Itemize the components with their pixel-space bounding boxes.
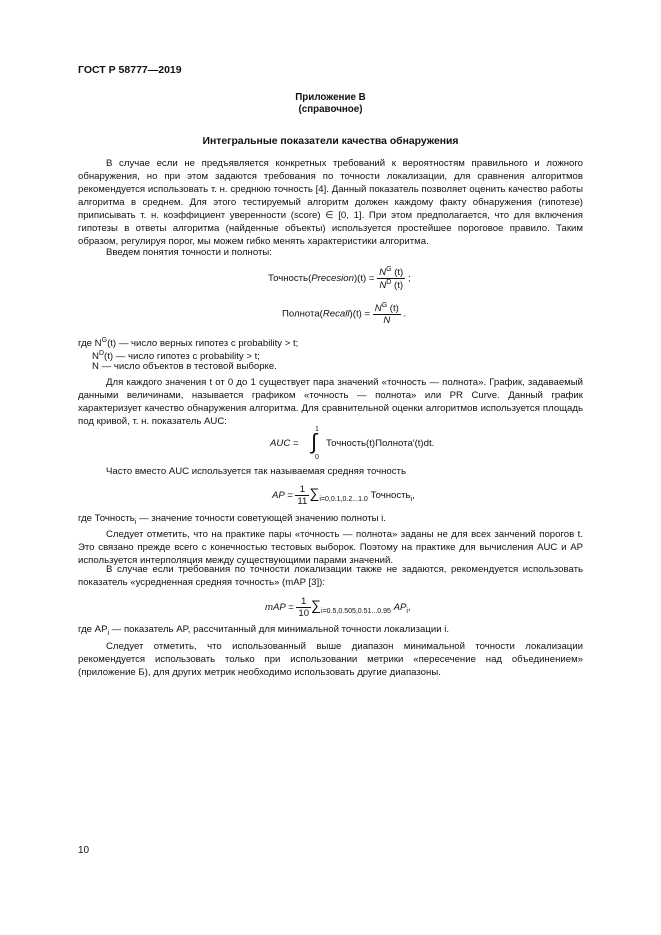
- paragraph-ap-intro: Часто вместо AUC используется так называемая средняя точность: [106, 466, 406, 477]
- auc-formula: [270, 426, 470, 466]
- def1-sup: G: [101, 337, 108, 344]
- map-sum-sign: ∑: [311, 597, 322, 614]
- recall-formula: Полнота(Recall)(t) = $\frac{N^G (t)}{N}$ .: [282, 302, 407, 327]
- auc-upper: 1: [315, 426, 319, 433]
- map-num: 1: [296, 596, 311, 608]
- precision-num-t: (t): [391, 267, 404, 279]
- def2-sup: D: [98, 350, 104, 357]
- definition-3: N — число объектов в тестовой выборке.: [92, 361, 277, 372]
- paragraph-conclusion: Следует отметить, что использованный выше диапазон минимальной точности локализации рекомендуется использовать только при использовании метрики «пересечение над объединением» (приложение Б), для других метрик необходимо использовать другие диапазоны.: [78, 641, 583, 678]
- ap-term: Точность: [370, 490, 411, 502]
- recall-period: .: [403, 308, 407, 320]
- appendix-title: Приложение В: [295, 92, 366, 103]
- appendix-subtitle: (справочное): [298, 104, 363, 115]
- map-formula: [265, 596, 411, 619]
- ap-comma: ,: [412, 490, 415, 502]
- precision-formula: Точность(Precesion)(t) = $\frac{N^G (t)}{N^D (t)}$ ;: [268, 266, 411, 292]
- precision-den: N: [379, 280, 387, 292]
- paragraph-intro: В случае если не предъявляется конкретных требований к вероятностям правильного и ложного обнаружения, но при этом задаются требования по точности локализации, для сравнения алгоритмов рекомендуется использовать т. н. среднюю точность [4]. Данный показатель позволяет оценить качество работы алгоритма в среднем. Для этого тестируемый алгоритм должен каждому факту обнаружения (гипотезе) приписывать т. н. коэффициент уверенности (score) ∈ [0, 1]. При этом предполагается, что для включения гипотезы в ответы алгоритма (найденные объекты) используется простейшее пороговое правило. Таким образом, регулируя порог, мы можем гибко менять характеристики алгоритма.: [78, 158, 583, 247]
- def2-post: (t) — число гипотез с probability > t;: [104, 351, 260, 363]
- paragraph-map-intro: В случае если требования по точности локализации также не задаются, рекомендуется использовать показатель «усредненная средняя точность» (mAP [3]):: [78, 564, 583, 588]
- precision-num-sup: G: [386, 266, 392, 273]
- map-def-rest: — показатель AP, рассчитанный для минимальной точности локализации i.: [109, 624, 450, 635]
- ap-formula: [272, 484, 415, 507]
- map-lhs: mAP =: [265, 602, 294, 614]
- paragraph-ap-def: [78, 512, 386, 529]
- ap-def-pre: где Точность: [78, 513, 135, 524]
- page-number: 10: [78, 845, 90, 856]
- map-term: AP: [393, 602, 407, 614]
- map-term-sub: i: [406, 607, 408, 615]
- doc-header: ГОСТ Р 58777—2019: [78, 64, 182, 76]
- integral-sign: ∫: [311, 429, 318, 454]
- precision-semicolon: ;: [407, 273, 411, 285]
- auc-lower: 0: [315, 454, 319, 461]
- precision-label: Точность: [268, 273, 309, 285]
- ap-index: i=0,0.1,0.2...1.0: [319, 495, 368, 503]
- recall-fraction: [373, 302, 401, 326]
- auc-body: Точность(t)Полнота′(t)dt.: [326, 438, 435, 449]
- map-index: i=0.5,0.505,0.51...0.95: [321, 607, 391, 615]
- paragraph-pr-curve: Для каждого значения t от 0 до 1 существует пара значений «точность — полнота». График, задаваемый данными величинами, называется графиком «точность — полнота» или PR Curve. Данный график характеризует качество обнаружения алгоритма. Для сравнительной оценки алгоритмов используется площадь под кривой, т. н. показатель AUC:: [78, 377, 583, 427]
- ap-def-rest: — значение точности советующей значению полноты i.: [136, 513, 386, 524]
- paragraph-map-def: [78, 623, 449, 640]
- def1-post: (t) — число верных гипотез с probability > t;: [107, 338, 299, 350]
- map-den: 10: [298, 608, 310, 619]
- section-title: Интегральные показатели качества обнаружения: [202, 136, 459, 147]
- map-def-sub: i: [107, 629, 110, 637]
- ap-num: 1: [295, 484, 309, 496]
- ap-term-sub: i: [410, 495, 413, 503]
- def1-pre: где N: [78, 338, 102, 350]
- ap-fraction: [295, 484, 309, 507]
- recall-den: N: [383, 315, 391, 327]
- precision-den-sup: D: [386, 279, 392, 287]
- ap-den: 11: [297, 496, 308, 507]
- precision-den-t: (t): [391, 280, 404, 292]
- auc-lhs: AUC =: [270, 438, 299, 449]
- precision-t: (t) =: [357, 273, 375, 285]
- precision-num: N: [379, 267, 387, 279]
- map-def-pre: где AP: [78, 624, 108, 635]
- ap-sum-sign: ∑: [309, 485, 320, 502]
- recall-label: Полнота: [282, 308, 320, 320]
- def2-pre: N: [92, 351, 99, 363]
- recall-num: N: [374, 303, 382, 315]
- paragraph-interpolation: Следует отметить, что на практике пары «точность — полнота» заданы не для всех занчений порогов t. Это связано прежде всего с конечностью тестовых выборок. Поэтому на практике для вычисления AUC и AP используется интерполяция между существующими парами значений.: [78, 529, 583, 566]
- paragraph-define: Введем понятия точности и полноты:: [106, 247, 272, 258]
- recall-num-t: (t): [387, 303, 399, 315]
- map-comma: ,: [407, 602, 411, 614]
- ap-lhs: AP =: [272, 490, 293, 502]
- map-fraction: [296, 596, 311, 619]
- recall-t: (t) =: [352, 308, 371, 320]
- ap-def-sub: i: [134, 518, 137, 526]
- recall-num-sup: G: [381, 302, 388, 309]
- precision-en: Precesion: [311, 273, 354, 285]
- recall-en: Recall: [322, 308, 350, 320]
- precision-fraction: [377, 266, 405, 291]
